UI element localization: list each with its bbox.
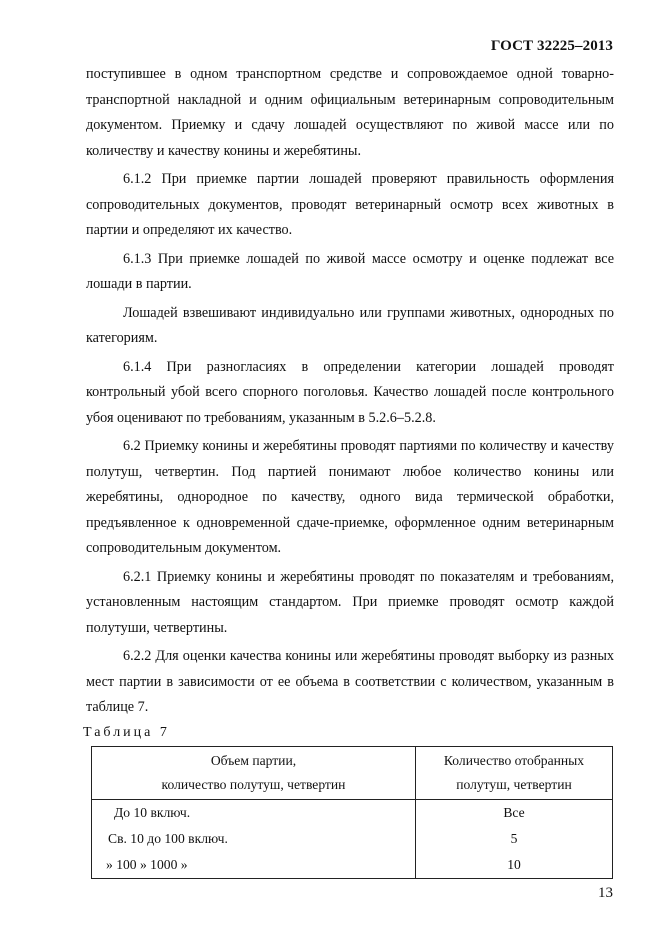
row-count: 5 [416,826,613,852]
row-volume: До 10 включ. [92,799,416,826]
row-count: 10 [416,852,613,879]
table-row [92,799,613,826]
document-body [83,62,614,879]
header-batch-volume [92,746,416,799]
header-batch-volume-line2: количество полутуш, четвертин [161,776,346,792]
paragraph-6-1-3: 6.1.3 При приемке лошадей по живой массе осмотру и оценке подлежат все лошади в партии. [86,250,614,292]
header-batch-volume-line1: Объем партии, [210,752,297,768]
header-sample-count [416,746,613,799]
page-header: ГОСТ 32225–2013 [490,38,613,54]
paragraph-6-2: 6.2 Приемку конины и жеребятины проводят партиями по количеству и качеству полутуш, четвертин. Под партией понимают любое количество конины или жеребятины, однородное по качеству, одного вида термической обработки, предъявленное к одновременной сдаче-приемке, оформленное одним ветеринарным сопроводительным документом. [86,438,614,556]
paragraph-6-1-4: 6.1.4 При разногласиях в определении категории лошадей проводят контрольный убой всего спорного поголовья. Качество лошадей после контрольного убоя оценивают по требованиям, указанным в 5.2.6–5.2.8. [86,358,614,426]
table-row [92,852,613,879]
header-sample-count-line1: Количество отобранных [443,752,585,768]
paragraph-6-2-2: 6.2.2 Для оценки качества конины или жеребятины проводят выборку из разных мест партии в зависимости от ее объема в соответствии с количеством, указанным в таблице 7. [86,648,614,715]
page-number: 13 [598,885,613,901]
paragraph-continuation: поступившее в одном транспортном средстве и сопровождаемое одной товарно-транспортной накладной и одним официальным ветеринарным сопроводительным документом. Приемку и сдачу лошадей осуществляют по живой массе или по количеству и качеству конины и жеребятины. [86,66,614,159]
row-count: Все [416,799,613,826]
paragraph-6-1-2: 6.1.2 При приемке партии лошадей проверяют правильность оформления сопроводительных документов, проводят ветеринарный осмотр всех животных в партии и определяют их качество. [86,171,614,238]
table-header-row [92,746,613,799]
row-volume: Св. 10 до 100 включ. [92,826,416,852]
paragraph-6-2-1: 6.2.1 Приемку конины и жеребятины проводят по показателям и требованиям, установленным настоящим стандартом. При приемке проводят осмотр каждой полутуши, четвертины. [86,568,614,636]
paragraph-weighing: Лошадей взвешивают индивидуально или группами животных, однородных по категориям. [86,304,614,346]
header-sample-count-line2: полутуш, четвертин [456,776,572,792]
table-row [92,826,613,852]
row-volume: » 100 » 1000 » [92,852,416,879]
sampling-table [91,746,613,879]
table-caption: Таблица 7 [83,724,170,740]
